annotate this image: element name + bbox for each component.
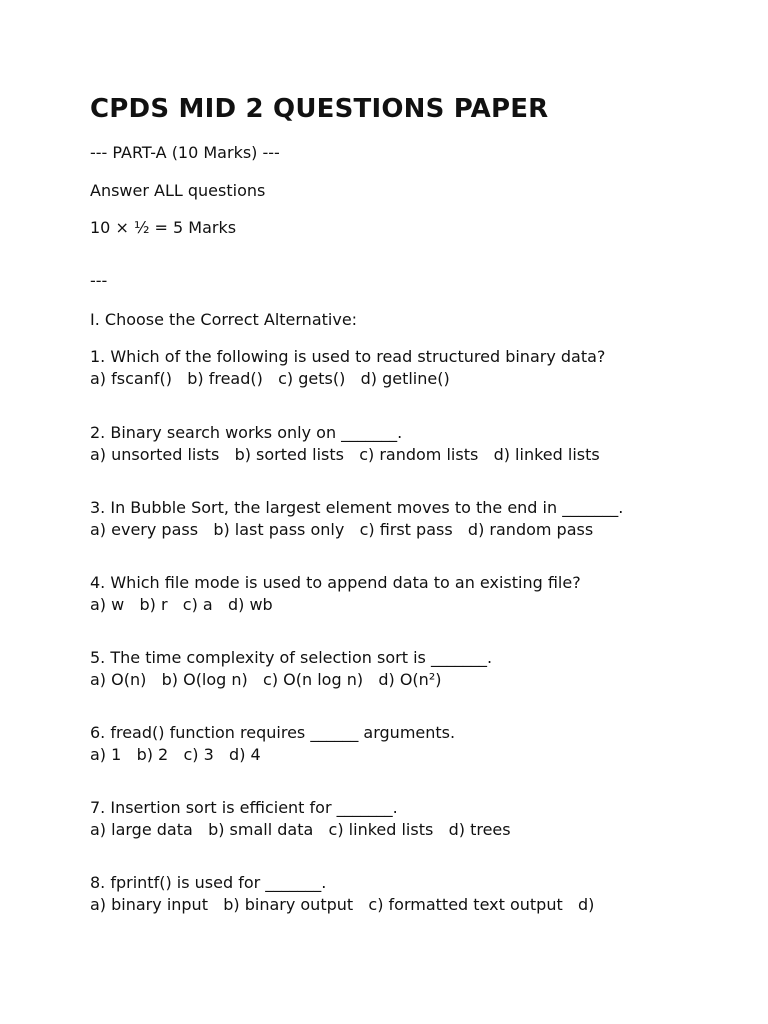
question-text: 1. Which of the following is used to read structured binary data? bbox=[90, 347, 606, 366]
question-text: 2. Binary search works only on _______. bbox=[90, 423, 403, 442]
question-text: 5. The time complexity of selection sort is _______. bbox=[90, 648, 493, 667]
question-options: a) w b) r c) a d) wb bbox=[90, 595, 273, 614]
question-text: 3. In Bubble Sort, the largest element moves to the end in _______. bbox=[90, 498, 624, 517]
question-options: a) unsorted lists b) sorted lists c) random lists d) linked lists bbox=[90, 445, 600, 464]
question-text: 8. fprintf() is used for _______. bbox=[90, 873, 327, 892]
question-item bbox=[90, 422, 730, 466]
question-item bbox=[90, 872, 730, 916]
part-header: --- PART-A (10 Marks) --- bbox=[90, 143, 280, 162]
question-options: a) binary input b) binary output c) formatted text output d) bbox=[90, 895, 595, 914]
question-item bbox=[90, 497, 730, 541]
question-item bbox=[90, 572, 730, 616]
page-title: CPDS MID 2 QUESTIONS PAPER bbox=[90, 94, 549, 124]
question-item bbox=[90, 346, 730, 390]
question-options: a) every pass b) last pass only c) first pass d) random pass bbox=[90, 520, 594, 539]
question-options: a) 1 b) 2 c) 3 d) 4 bbox=[90, 745, 261, 764]
question-text: 4. Which file mode is used to append data to an existing file? bbox=[90, 573, 581, 592]
question-item bbox=[90, 797, 730, 841]
question-options: a) O(n) b) O(log n) c) O(n log n) d) O(n²) bbox=[90, 670, 442, 689]
question-options: a) fscanf() b) fread() c) gets() d) getline() bbox=[90, 369, 450, 388]
instruction-text: Answer ALL questions bbox=[90, 181, 266, 200]
separator: --- bbox=[90, 271, 108, 290]
marks-text: 10 × ½ = 5 Marks bbox=[90, 218, 237, 237]
question-text: 7. Insertion sort is efficient for _______. bbox=[90, 798, 398, 817]
question-item bbox=[90, 722, 730, 766]
section-title: I. Choose the Correct Alternative: bbox=[90, 310, 358, 329]
question-item bbox=[90, 647, 730, 691]
question-text: 6. fread() function requires ______ arguments. bbox=[90, 723, 456, 742]
question-paper bbox=[90, 92, 730, 916]
question-options: a) large data b) small data c) linked lists d) trees bbox=[90, 820, 511, 839]
